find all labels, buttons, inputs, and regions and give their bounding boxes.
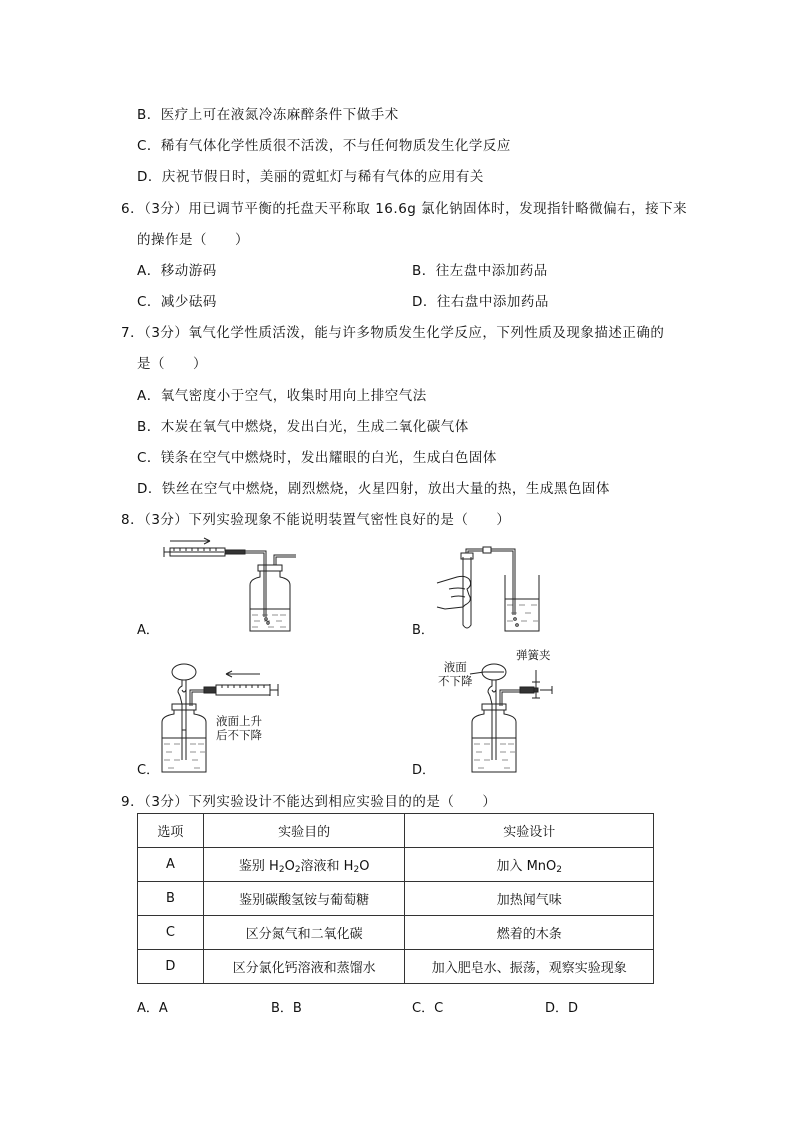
row-design: 加热闻气味: [405, 882, 654, 916]
q8-annotation-d-clamp: 弹簧夹: [516, 648, 551, 662]
row-option: C: [138, 916, 204, 950]
q7-option-a: A．氧气密度小于空气，收集时用向上排空气法: [137, 388, 427, 404]
q9-stem: 9．（3分）下列实验设计不能达到相应实验目的的是（ ）: [121, 794, 497, 810]
row-option: D: [138, 950, 204, 984]
q7-stem-line1: 7．（3分）氧气化学性质活泼，能与许多物质发生化学反应，下列性质及现象描述正确的: [121, 325, 665, 341]
q8-label-a: A．: [137, 623, 159, 638]
q5-option-b: B．医疗上可在液氮冷冻麻醉条件下做手术: [137, 107, 399, 123]
q8-annotation-d-line1: 液面: [443, 660, 467, 674]
apparatus-d-diagram: [470, 660, 565, 775]
table-row: [138, 882, 654, 916]
q7-stem-line2: 是（ ）: [137, 356, 207, 372]
row-design: 燃着的木条: [405, 916, 654, 950]
header-option: 选项: [138, 814, 204, 848]
q7-option-b: B．木炭在氧气中燃烧，发出白光，生成二氧化碳气体: [137, 419, 469, 435]
row-purpose: 鉴别 $H_2O_2$溶液和 $H_2O$: [203, 848, 405, 882]
q9-table: [137, 813, 654, 984]
q9-answer-d: D．D: [545, 1001, 579, 1016]
q7-option-c: C．镁条在空气中燃烧时，发出耀眼的白光，生成白色固体: [137, 450, 497, 466]
row-option: A: [138, 848, 204, 882]
q5-option-c: C．稀有气体化学性质很不活泼，不与任何物质发生化学反应: [137, 138, 511, 154]
apparatus-a-diagram: [160, 535, 300, 635]
q6-option-b: B．往左盘中添加药品: [412, 263, 548, 279]
row-purpose: 鉴别碳酸氢铵与葡萄糖: [203, 882, 405, 916]
q5-option-d: D．庆祝节假日时，美丽的霓虹灯与稀有气体的应用有关: [137, 169, 484, 185]
q8-annotation-c-line1: 液面上升: [216, 714, 262, 728]
row-purpose: 区分氯化钙溶液和蒸馏水: [203, 950, 405, 984]
row-option: B: [138, 882, 204, 916]
q6-option-a: A．移动游码: [137, 263, 217, 279]
q6-stem-line2: 的操作是（ ）: [137, 232, 249, 248]
q6-option-c: C．减少砝码: [137, 294, 217, 310]
apparatus-b-diagram: [435, 545, 545, 635]
row-design: 加入肥皂水、振荡，观察实验现象: [405, 950, 654, 984]
q6-option-d: D．往右盘中添加药品: [412, 294, 549, 310]
q6-stem-line1: 6．（3分）用已调节平衡的托盘天平称取 16.6g 氯化钠固体时，发现指针略微偏右，接下来: [121, 201, 688, 217]
q9-answer-b: B．B: [271, 1001, 302, 1016]
row-design: 加入 MnO$_2$: [405, 848, 654, 882]
header-design: 实验设计: [405, 814, 654, 848]
q7-option-d: D．铁丝在空气中燃烧，剧烈燃烧，火星四射，放出大量的热，生成黑色固体: [137, 481, 610, 497]
q8-label-b: B．: [412, 623, 434, 638]
q8-annotation-c: [216, 714, 262, 742]
q8-annotation-d-line2: 不下降: [438, 674, 473, 688]
row-purpose: 区分氮气和二氧化碳: [203, 916, 405, 950]
q8-annotation-d: [438, 660, 473, 688]
header-purpose: 实验目的: [203, 814, 405, 848]
q8-label-c: C．: [137, 763, 160, 778]
table-row: [138, 848, 654, 882]
q9-answer-c: C．C: [412, 1001, 444, 1016]
q9-answer-a: A．A: [137, 1001, 168, 1016]
table-row: [138, 950, 654, 984]
q8-stem: 8．（3分）下列实验现象不能说明装置气密性良好的是（ ）: [121, 512, 511, 528]
q8-annotation-c-line2: 后不下降: [216, 728, 262, 742]
q8-label-d: D．: [412, 763, 436, 778]
table-row: [138, 916, 654, 950]
table-header-row: [138, 814, 654, 848]
